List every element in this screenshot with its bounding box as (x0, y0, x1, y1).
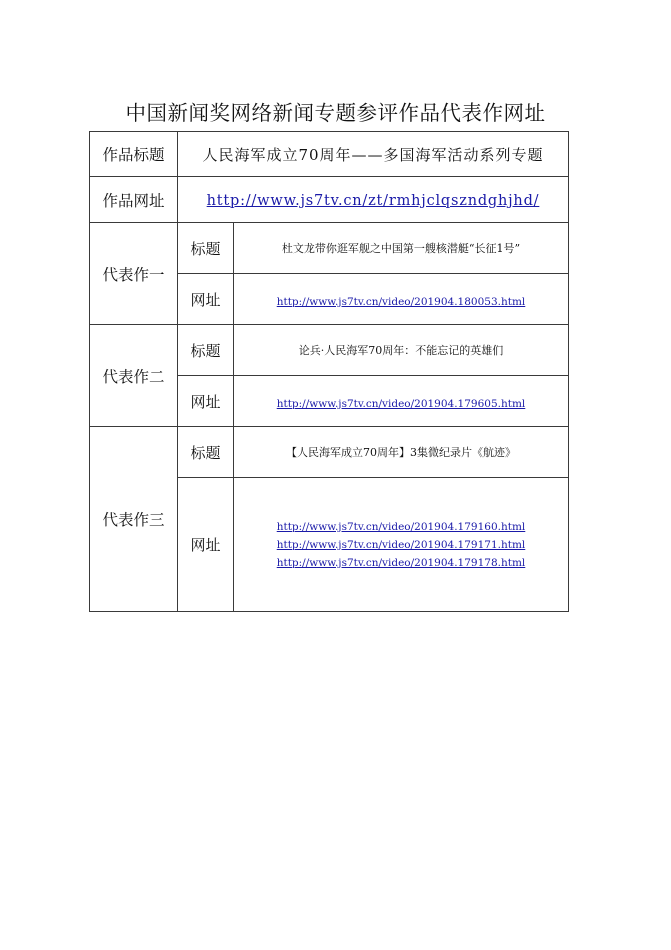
rep-2-url-link[interactable]: http://www.js7tv.cn/video/201904.179605.html (276, 397, 526, 410)
rep-1-label: 代表作一 (90, 223, 178, 325)
rep-2-url-label: 网址 (178, 376, 234, 427)
rep-1-url-link[interactable]: http://www.js7tv.cn/video/201904.180053.html (276, 295, 526, 308)
rep-3-url-label: 网址 (178, 478, 234, 612)
rep-2-title-row (90, 325, 569, 376)
rep-2-title-value: 论兵·人民海军70周年：不能忘记的英雄们 (234, 325, 569, 376)
rep-1-url-label: 网址 (178, 274, 234, 325)
rep-3-url-cell (234, 478, 569, 612)
rep-3-url-link-3[interactable]: http://www.js7tv.cn/video/201904.179178.html (276, 556, 526, 569)
rep-3-title-row (90, 427, 569, 478)
rep-2-label: 代表作二 (90, 325, 178, 427)
work-title-value: 人民海军成立70周年——多国海军活动系列专题 (178, 132, 569, 177)
work-title-row (90, 132, 569, 177)
rep-1-title-label: 标题 (178, 223, 234, 274)
work-url-cell (178, 177, 569, 223)
rep-1-title-row (90, 223, 569, 274)
rep-2-url-cell (234, 376, 569, 427)
work-title-label: 作品标题 (90, 132, 178, 177)
rep-1-url-cell (234, 274, 569, 325)
rep-3-title-value: 【人民海军成立70周年】3集微纪录片《航迹》 (234, 427, 569, 478)
rep-3-url-link-2[interactable]: http://www.js7tv.cn/video/201904.179171.html (276, 538, 526, 551)
rep-1-title-value: 杜文龙带你逛军舰之中国第一艘核潜艇“长征1号” (234, 223, 569, 274)
work-url-row (90, 177, 569, 223)
rep-2-title-label: 标题 (178, 325, 234, 376)
rep-3-url-link-1[interactable]: http://www.js7tv.cn/video/201904.179160.html (276, 520, 526, 533)
work-url-link[interactable]: http://www.js7tv.cn/zt/rmhjclqszndghjhd/ (206, 193, 540, 209)
work-url-label: 作品网址 (90, 177, 178, 223)
rep-3-label: 代表作三 (90, 427, 178, 612)
page-title: 中国新闻奖网络新闻专题参评作品代表作网址 (125, 101, 546, 125)
works-table (89, 131, 569, 612)
rep-3-title-label: 标题 (178, 427, 234, 478)
